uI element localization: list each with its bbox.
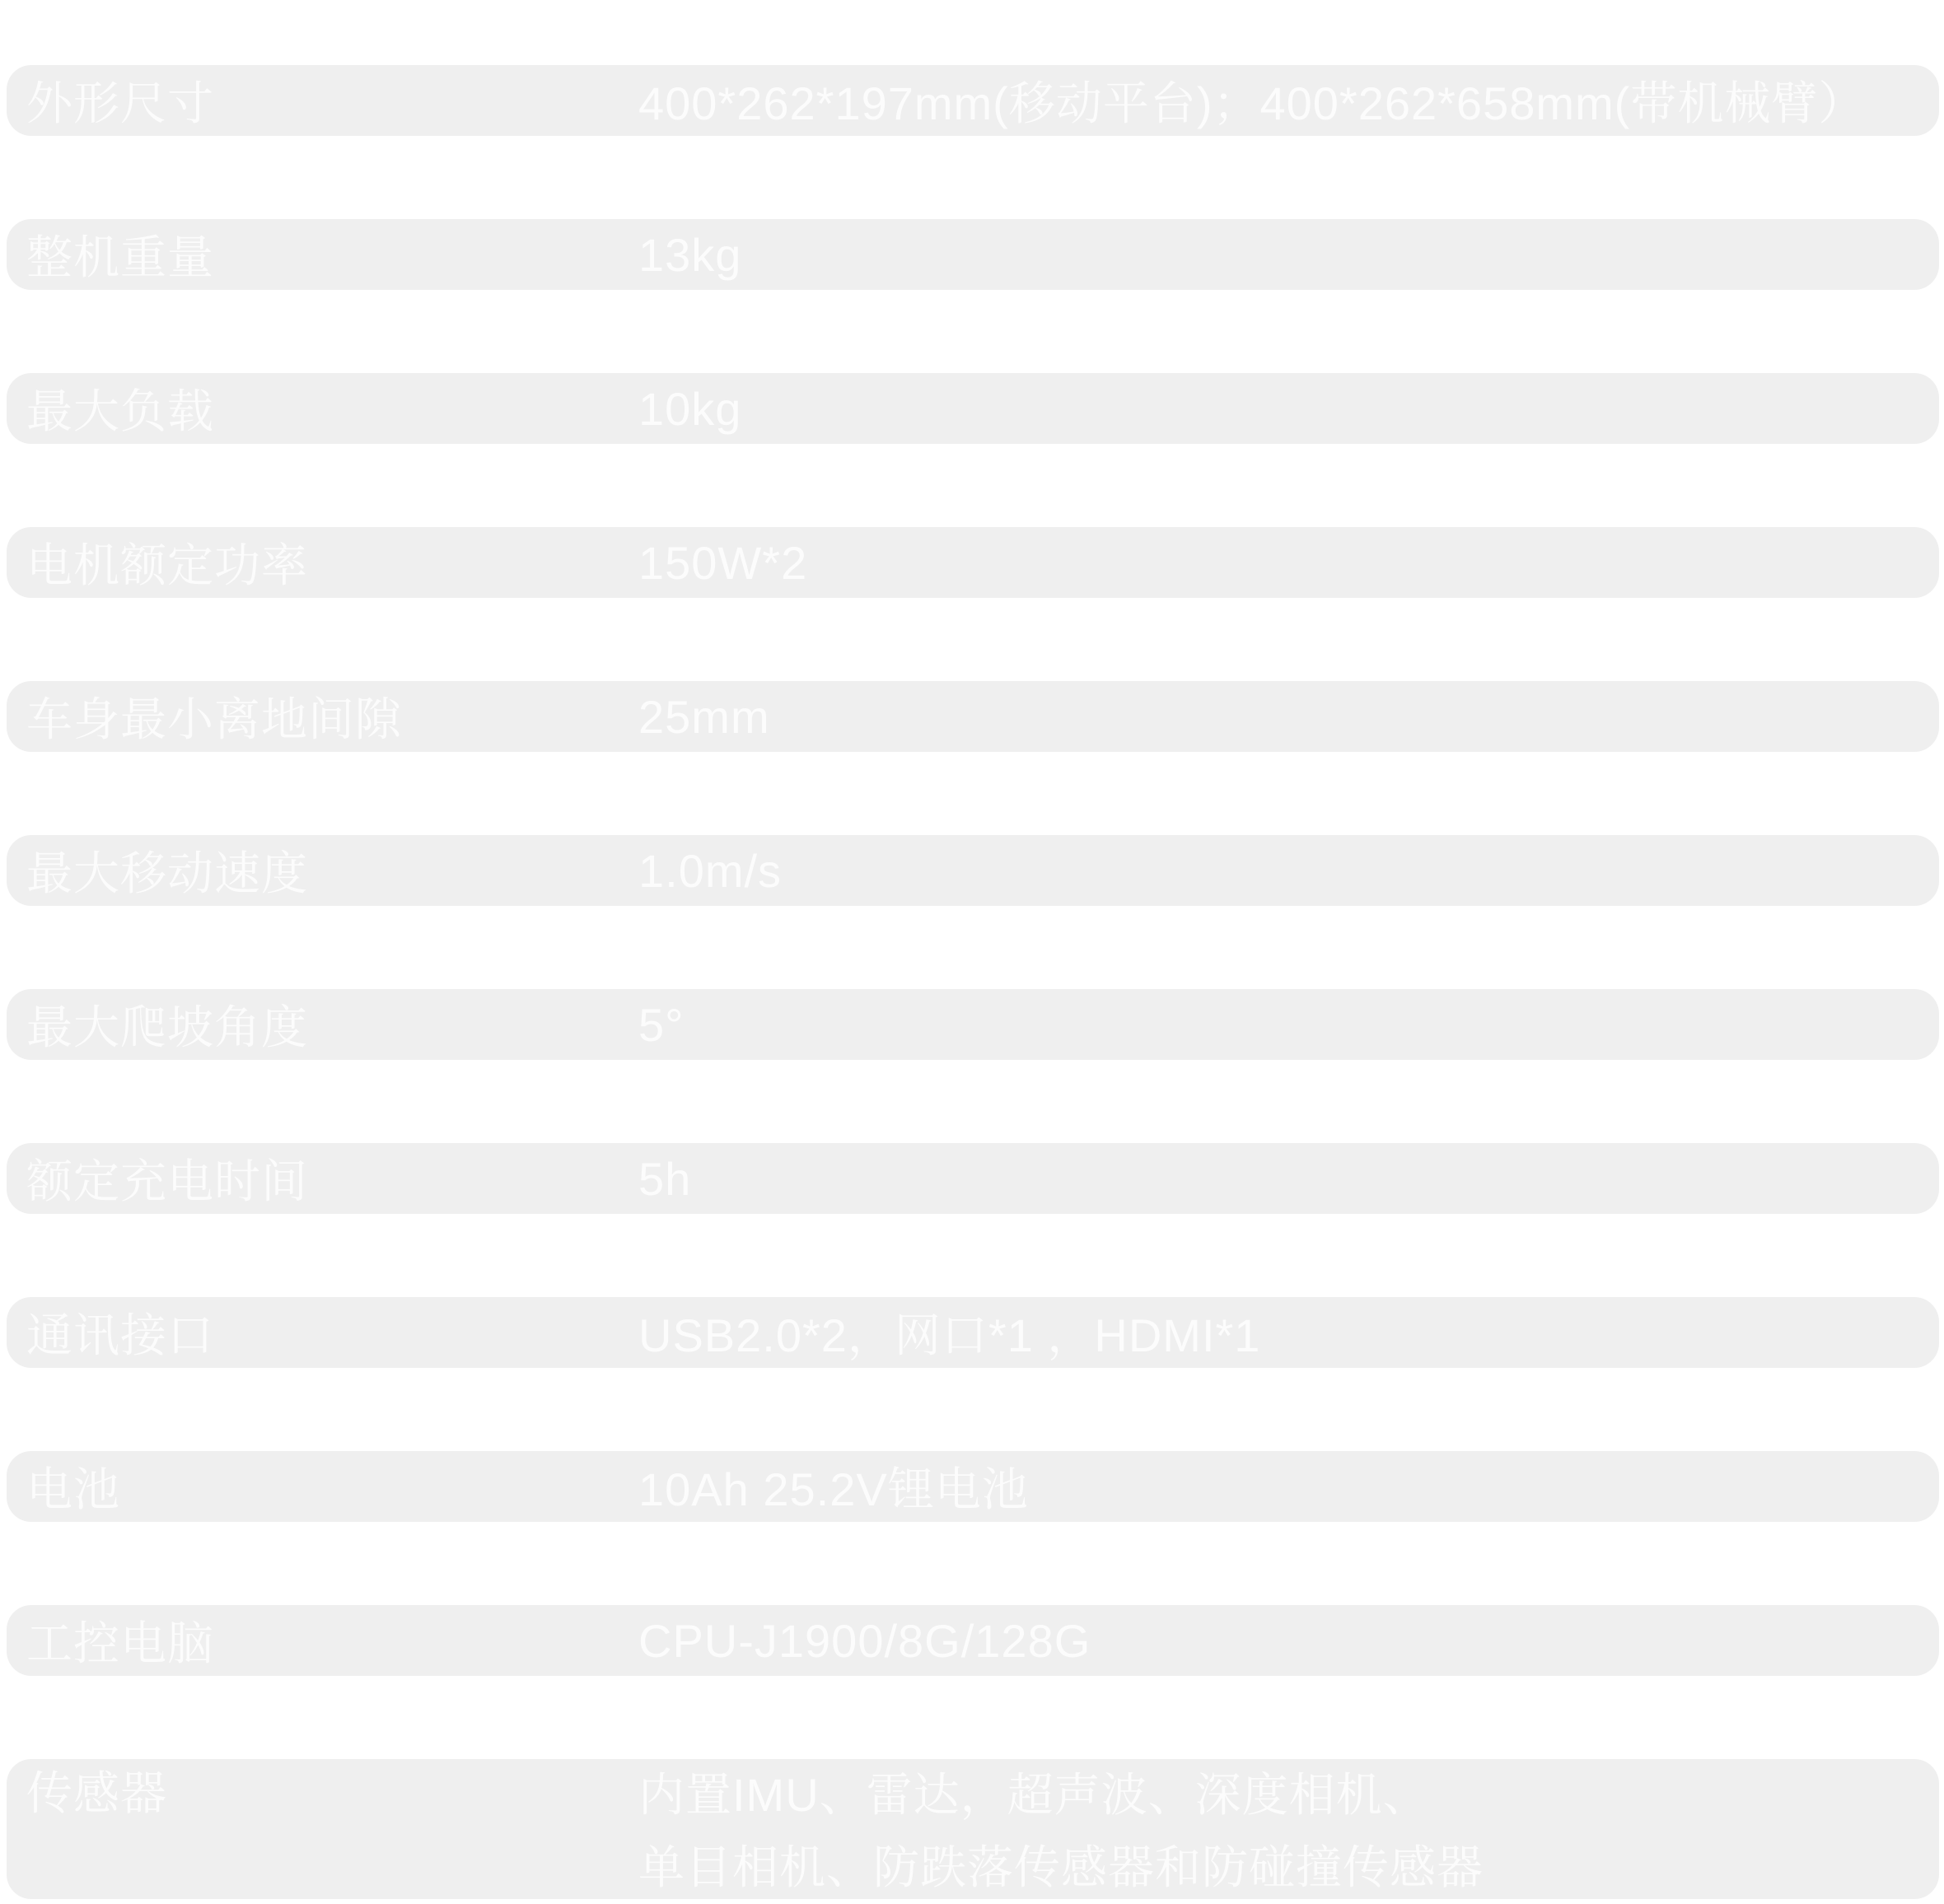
spec-row	[7, 681, 1939, 752]
spec-row-value	[638, 1759, 1939, 1904]
spec-row-value: 25mm	[638, 690, 770, 743]
spec-row-label: 车身最小离地间隙	[26, 693, 402, 745]
spec-row-label: 工控电脑	[26, 1617, 214, 1669]
spec-row-label: 电机额定功率	[26, 539, 308, 591]
spec-row	[7, 527, 1939, 598]
spec-row	[7, 1759, 1939, 1899]
spec-row-label: 额定充电时间	[26, 1155, 308, 1207]
spec-row-label: 最大移动速度	[26, 847, 308, 899]
spec-row	[7, 1297, 1939, 1368]
spec-row	[7, 1605, 1939, 1676]
spec-row	[7, 835, 1939, 906]
spec-row-value: 13kg	[638, 228, 742, 281]
spec-row	[7, 219, 1939, 290]
spec-row-value-line: 内置IMU、雷达，超声波、深度相机、	[638, 1769, 1430, 1821]
spec-row-label: 传感器	[26, 1767, 167, 1819]
spec-row-label: 整机重量	[26, 231, 214, 283]
spec-row-label: 电池	[26, 1463, 120, 1515]
spec-row	[7, 1451, 1939, 1522]
spec-row-value: 5h	[638, 1152, 692, 1205]
spec-row-value: USB2.0*2，网口*1 ，HDMI*1	[638, 1309, 1261, 1361]
spec-row-label: 外形尺寸	[26, 77, 214, 129]
spec-row-value: 10kg	[638, 382, 742, 435]
spec-row-value: 10Ah 25.2V锂电池	[638, 1463, 1029, 1515]
spec-row-label: 最大爬坡角度	[26, 1001, 308, 1053]
spec-row-value: 1.0m/s	[638, 844, 783, 897]
spec-row-value: 5°	[638, 998, 685, 1051]
spec-row-value: CPU-J1900/8G/128G	[638, 1614, 1091, 1667]
spec-row	[7, 65, 1939, 136]
spec-row-value: 150W*2	[638, 536, 808, 589]
spec-row	[7, 373, 1939, 444]
spec-row-label: 通讯接口	[26, 1309, 214, 1361]
spec-row-value: 400*262*197mm(移动平台)；400*262*658mm(带机械臂）	[638, 77, 1866, 129]
spec-row-value-line: 单目相机、防跌落传感器和防碰撞传感器	[638, 1841, 1484, 1893]
spec-row	[7, 989, 1939, 1060]
spec-row-label: 最大负载	[26, 385, 214, 437]
spec-row	[7, 1143, 1939, 1214]
